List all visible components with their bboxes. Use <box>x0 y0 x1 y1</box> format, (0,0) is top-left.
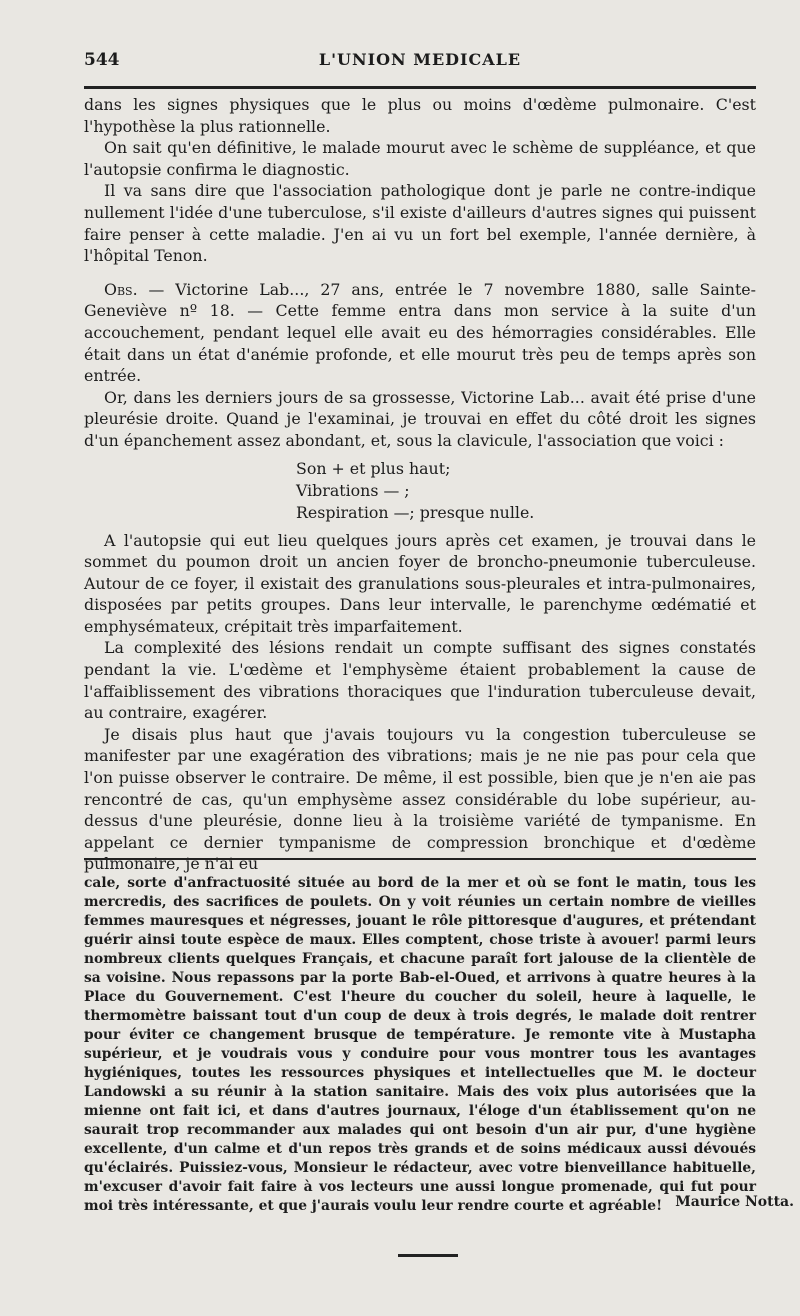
header-rule <box>84 86 756 89</box>
signature: Maurice Notta. <box>675 1194 794 1210</box>
running-title: L'UNION MEDICALE <box>318 50 522 69</box>
paragraph-2: On sait qu'en définitive, le malade mourut avec le schème de suppléance, et que l'autopsie confirma le diagnostic. <box>84 138 756 179</box>
feuilleton <box>84 874 756 1216</box>
obs-label: Obs. <box>104 279 138 299</box>
observation-text: — Victorine Lab..., 27 ans, entrée le 7 novembre 1880, salle Sainte-Geneviève nº 18. — Cette femme entra dans mon service à la suite d'un accouchement, pendant lequel elle avait eu des hémorragies considérables. Elle était dans un état d'anémie profonde, et elle mourut très peu de temps après son entrée. <box>84 279 756 386</box>
auscultation-formula <box>296 458 756 524</box>
feuilleton-text: cale, sorte d'anfractuosité située au bord de la mer et où se font le matin, tous les mercredis, des sacrifices de poulets. On y voit réunies un certain nombre de vieilles femmes mauresques et négresses, jouant le rôle pittoresque d'augures, et prétendant guérir ainsi toute espèce de maux. Elles comptent, chose triste à avouer! parmi leurs nombreux clients quelques Français, et chacune paraît fort jalouse de la clientèle de sa voisine. Nous repassons par la porte Bab-el-Oued, et arrivons à quatre heures à la Place du Gouvernement. C'est l'heure du coucher du soleil, heure à laquelle, le thermomètre baissant tout d'un coup de deux à trois degrés, le malade doit rentrer pour éviter ce changement brusque de température. Je remonte vite à Mustapha supérieur, et je voudrais vous y conduire pour vous montrer tous les avantages hygiéniques, toutes les ressources physiques et intellectuelles que M. le docteur Landowski a su réunir à la station sanitaire. Mais des voix plus autorisées que la mienne ont fait ici, et dans d'autres journaux, l'éloge d'un établissement qu'on ne saurait trop recommander aux malades qui ont besoin d'un air pur, d'une hygiène excellente, d'un calme et d'un repos très grands et de soins médicaux aussi dévoués qu'éclairés. Puissiez-vous, Monsieur le rédacteur, avec votre bienveillance habituelle, m'excuser d'avoir fait faire à vos lecteurs une aussi longue promenade, qui fut pour moi très intéressante, et que j'aurais voulu leur rendre courte et agréable! <box>84 875 756 1214</box>
formula-line-respiration: Respiration —; presque nulle. <box>296 502 535 522</box>
formula-line-son: Son + et plus haut; <box>296 458 451 478</box>
page-number: 544 <box>84 50 120 70</box>
paragraph-3: Il va sans dire que l'association pathologique dont je parle ne contre-indique nullement l'idée d'une tuberculose, s'il existe d'ailleurs d'autres signes qui puissent faire penser à cette maladie. J'en ai vu un fort bel exemple, l'année dernière, à l'hôpital Tenon. <box>84 181 756 266</box>
formula-line-vibrations: Vibrations — ; <box>296 480 410 500</box>
page-header <box>84 50 756 80</box>
observation-paragraph <box>84 279 756 387</box>
paragraph-7: La complexité des lésions rendait un compte suffisant des signes constatés pendant la vie. L'œdème et l'emphysème étaient probablement la cause de l'affaiblissement des vibrations thoraciques que l'induration tuberculeuse devait, au contraire, exagérer. <box>84 638 756 723</box>
paragraph-8: Je disais plus haut que j'avais toujours vu la congestion tuberculeuse se manifester par une exagération des vibrations; mais je ne nie pas pour cela que l'on puisse observer le contraire. De même, il est possible, bien que je n'en aie pas rencontré de cas, qu'un emphysème assez considérable du lobe supérieur, au-dessus d'une pleurésie, donne lieu à la troisième variété de tympanisme. En appelant ce dernier tympanisme de compression bronchique et d'œdème pulmonaire, je n'ai eu <box>84 724 756 874</box>
end-rule <box>398 1254 458 1257</box>
paragraph-1: dans les signes physiques que le plus ou moins d'œdème pulmonaire. C'est l'hypothèse la plus rationnelle. <box>84 95 756 136</box>
paragraph-5: Or, dans les derniers jours de sa grossesse, Victorine Lab... avait été prise d'une pleurésie droite. Quand je l'examinai, je trouvai en effet du côté droit les signes d'un épanchement assez abondant, et, sous la clavicule, l'association que voici : <box>84 387 756 450</box>
paragraph-6: A l'autopsie qui eut lieu quelques jours après cet examen, je trouvai dans le sommet du poumon droit un ancien foyer de broncho-pneumonie tuberculeuse. Autour de ce foyer, il existait des granulations sous-pleurales et intra-pulmonaires, disposées par petits groupes. Dans leur intervalle, le parenchyme œdématié et emphysémateux, crépitait très imparfaitement. <box>84 530 756 636</box>
article-body <box>84 94 756 875</box>
feuilleton-rule <box>84 858 756 860</box>
